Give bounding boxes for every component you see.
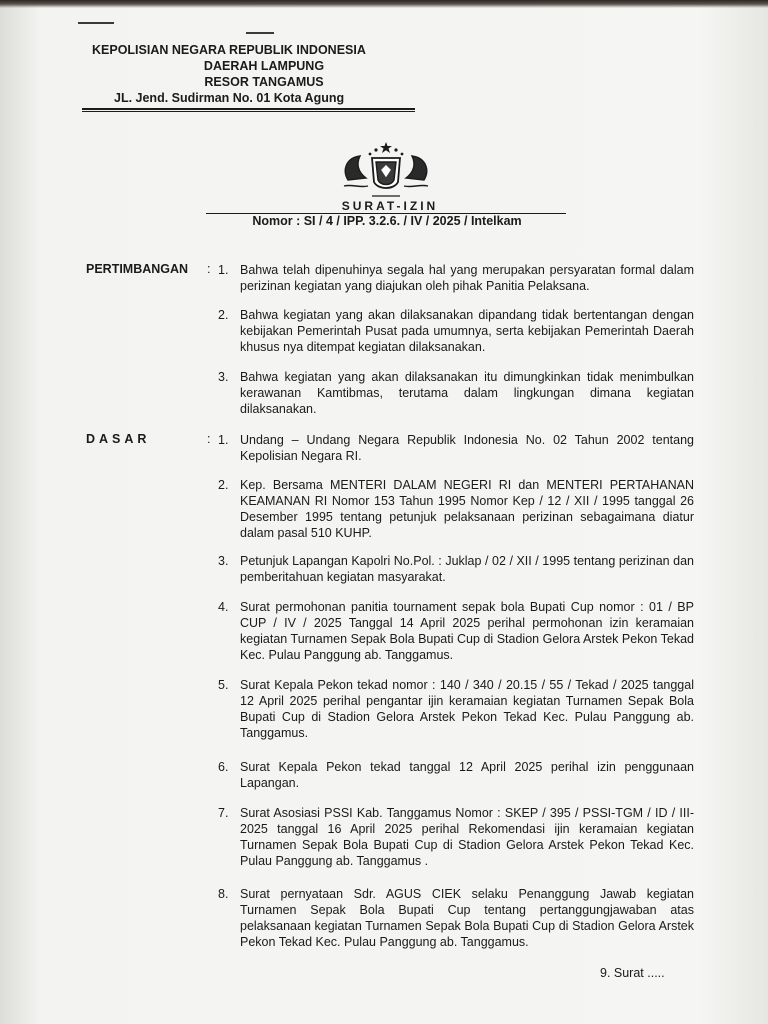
dasar-item [218, 553, 694, 585]
scan-mark [246, 32, 274, 34]
item-number: 6. [218, 760, 229, 774]
item-number: 3. [218, 554, 229, 568]
item-text: Undang – Undang Negara Republik Indonesia No. 02 Tahun 2002 tentang Kepolisian Negara RI. [240, 433, 694, 463]
item-number: 8. [218, 887, 229, 901]
item-number: 5. [218, 678, 229, 692]
item-number: 2. [218, 308, 229, 322]
item-text: Surat pernyataan Sdr. AGUS CIEK selaku Penanggung Jawab kegiatan Turnamen Sepak Bola Bupati Cup tentang pertanggungjawaban atas pelaksanaan kegiatan Turnamen Sepak Bola Bupati Cup di Stadion Gelora Arstek Pekon Tekad Kec. Pulau Panggung ab. Tanggamus. [240, 887, 694, 949]
section-label-dasar: DASAR [86, 432, 151, 446]
section-colon: : [207, 432, 211, 446]
item-number: 4. [218, 600, 229, 614]
letterhead-address: JL. Jend. Sudirman No. 01 Kota Agung [114, 91, 345, 105]
scan-top-edge [0, 0, 768, 8]
continuation-reference: 9. Surat ..... [600, 966, 665, 980]
dasar-item [218, 677, 694, 741]
scan-mark [78, 22, 114, 24]
dasar-item [218, 805, 694, 869]
item-number: 1. [218, 263, 229, 277]
item-text: Bahwa kegiatan yang akan dilaksanakan itu dimungkinkan tidak menimbulkan kerawanan Kamtibmas, terutama dalam lingkungan dimana kegiatan dilaksanakan. [240, 370, 694, 416]
item-number: 7. [218, 806, 229, 820]
item-text: Surat Asosiasi PSSI Kab. Tanggamus Nomor : SKEP / 395 / PSSI-TGM / ID / III-2025 tanggal 16 April 2025 perihal Rekomendasi ijin keramaian kegiatan Turnamen Sepak Bola Bupati Cup di Stadion Gelora Arstek Pekon Tekad Kec. Pulau Panggung ab. Tanggamus . [240, 806, 694, 868]
pertimbangan-item [218, 369, 694, 417]
dasar-item [218, 432, 694, 464]
item-number: 3. [218, 370, 229, 384]
section-colon: : [207, 262, 211, 276]
letterhead-rule [82, 108, 415, 110]
dasar-item [218, 759, 694, 791]
dasar-item [218, 477, 694, 541]
item-text: Bahwa telah dipenuhinya segala hal yang merupakan persyaratan formal dalam perizinan kegiatan yang diajukan oleh pihak Panitia Pelaksana. [240, 263, 694, 293]
document-number: Nomor : SI / 4 / IPP. 3.2.6. / IV / 2025 / Intelkam [252, 214, 522, 228]
item-text: Surat permohonan panitia tournament sepak bola Bupati Cup nomor : 01 / BP CUP / IV / 2025 Tanggal 14 April 2025 perihal permohonan izin keramaian kegiatan Turnamen Sepak Bola Bupati Cup di Stadion Gelora Arstek Pekon Tekad Kec. Pulau Panggung ab. Tanggamus. [240, 600, 694, 662]
item-text: Bahwa kegiatan yang akan dilaksanakan dipandang tidak bertentangan dengan kebijakan Pemerintah Pusat pada umumnya, serta kebijakan Pemerintah Daerah khusus nya ditempat kegiatan dilaksanakan. [240, 308, 694, 354]
dasar-item [218, 599, 694, 663]
item-text: Petunjuk Lapangan Kapolri No.Pol. : Juklap / 02 / XII / 1995 tentang perizinan dan pemberitahuan kegiatan masyarakat. [240, 554, 694, 584]
item-number: 2. [218, 478, 229, 492]
dasar-item [218, 886, 694, 950]
letterhead-institution: KEPOLISIAN NEGARA REPUBLIK INDONESIA [92, 43, 366, 57]
letterhead-rule [82, 111, 415, 112]
item-text: Kep. Bersama MENTERI DALAM NEGERI RI dan MENTERI PERTAHANAN KEAMANAN RI Nomor 153 Tahun 1995 Nomor Kep / 12 / XII / 1995 tanggal 26 Desember 1995 tentang petunjuk pelaksanaan perizinan sebagaimana diatur dalam pasal 510 KUHP. [240, 478, 694, 540]
police-emblem-icon [338, 140, 434, 200]
letterhead [84, 42, 414, 106]
document-title: SURAT-IZIN [341, 199, 439, 213]
item-number: 1. [218, 433, 229, 447]
item-text: Surat Kepala Pekon tekad nomor : 140 / 340 / 20.15 / 55 / Tekad / 2025 tanggal 12 April 2025 perihal pengantar ijin keramaian kegiatan Turnamen Sepak Bola Bupati Cup di Stadion Gelora Arstek Pekon Tekad Kec. Pulau Panggung ab. Tanggamus. [240, 678, 694, 740]
item-text: Surat Kepala Pekon tekad tanggal 12 April 2025 perihal izin penggunaan Lapangan. [240, 760, 694, 790]
section-label-pertimbangan: PERTIMBANGAN [86, 262, 189, 276]
letterhead-region: DAERAH LAMPUNG [203, 59, 325, 73]
letterhead-resort: RESOR TANGAMUS [204, 75, 324, 89]
pertimbangan-item [218, 307, 694, 355]
pertimbangan-item [218, 262, 694, 294]
